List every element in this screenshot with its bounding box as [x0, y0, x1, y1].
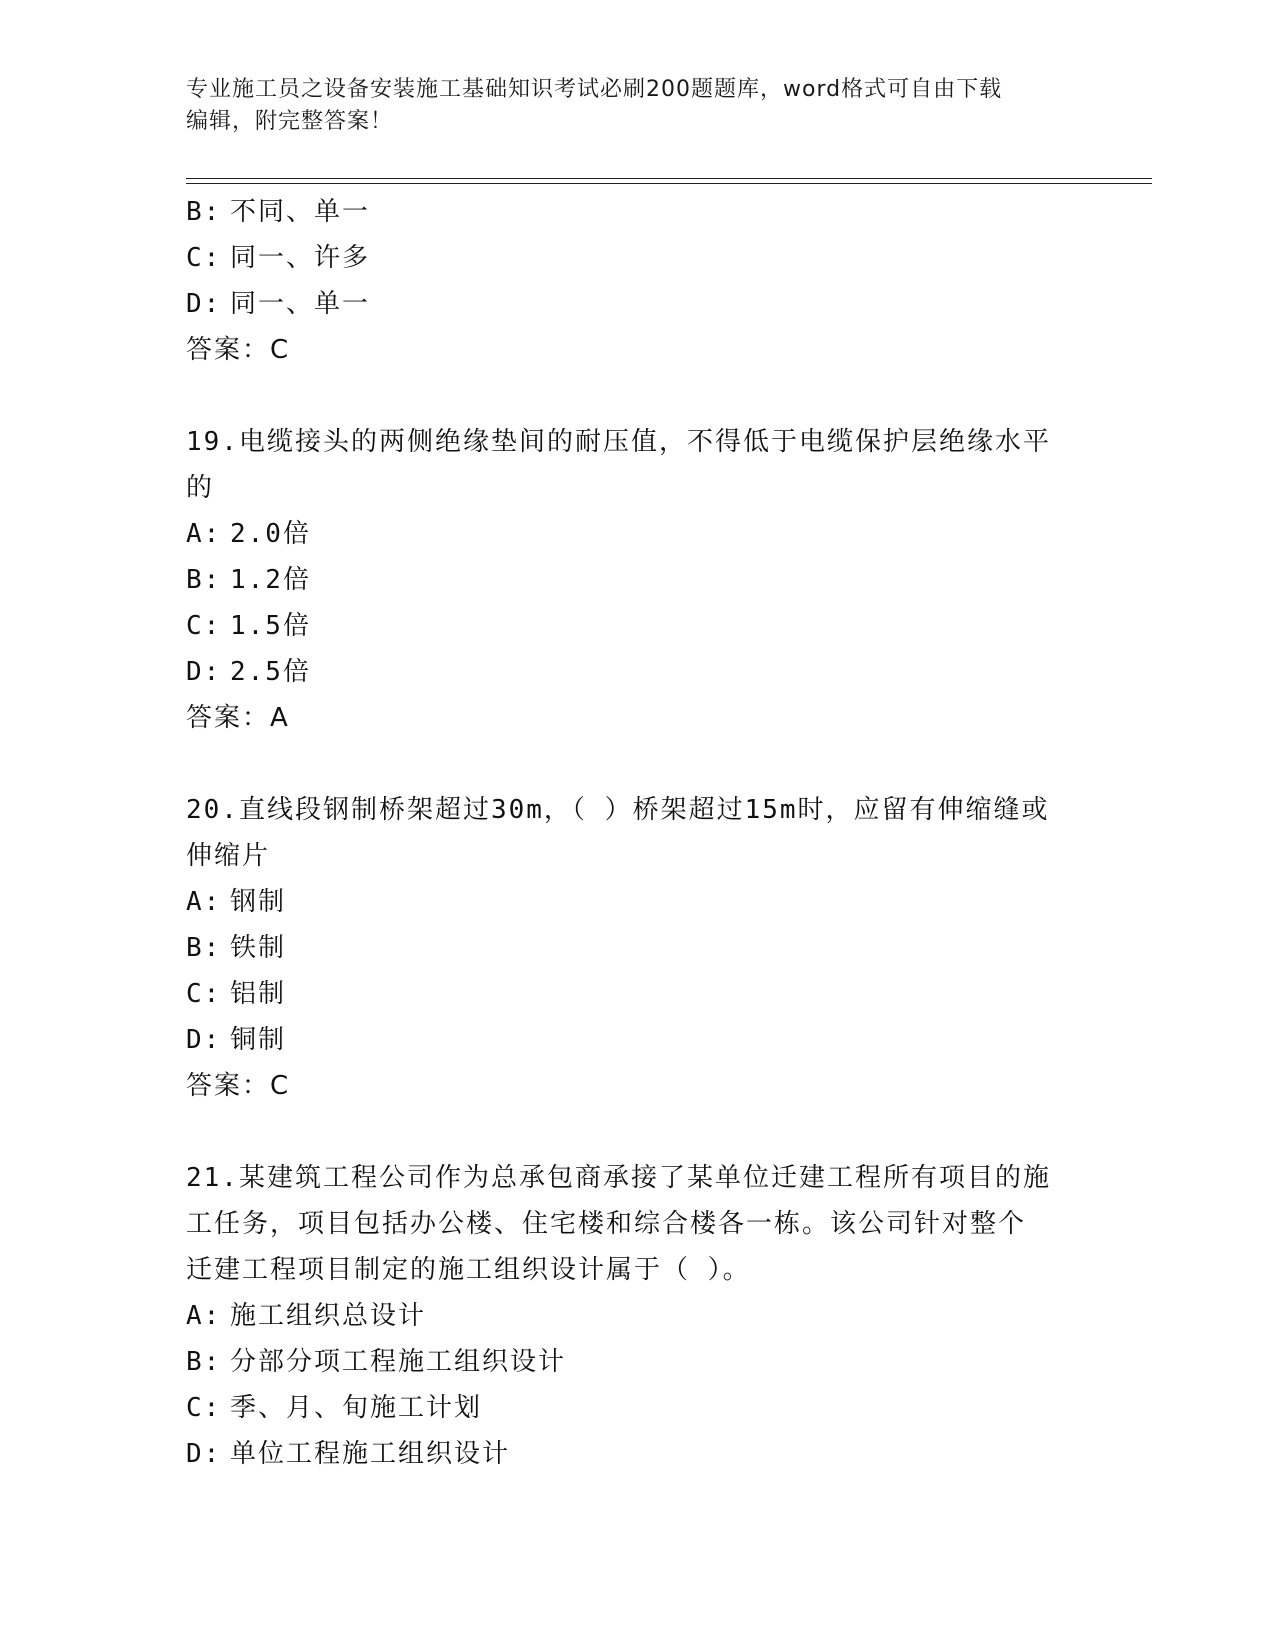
question-stem: 20.直线段钢制桥架超过30m，（ ）桥架超过15m时，应留有伸缩缝或	[186, 795, 1050, 825]
question-stem-continued: 的	[186, 473, 215, 503]
option-b: B: 1.2倍	[186, 565, 311, 595]
spacer	[186, 373, 1086, 419]
document-header	[186, 74, 1086, 138]
option-d: D: 单位工程施工组织设计	[186, 1439, 511, 1469]
header-line-1: 专业施工员之设备安装施工基础知识考试必刷200题题库，word格式可自由下载	[186, 77, 1003, 102]
option-c: C: 铝制	[186, 979, 287, 1009]
option-d: D: 2.5倍	[186, 657, 311, 687]
answer-line: 答案：C	[186, 335, 291, 365]
document-body	[186, 189, 1086, 1477]
option-b: B: 不同、单一	[186, 197, 371, 227]
question-stem-continued: 迁建工程项目制定的施工组织设计属于（ ）。	[186, 1255, 751, 1285]
question-21	[186, 1155, 1086, 1477]
question-stem-continued: 工任务，项目包括办公楼、住宅楼和综合楼各一栋。该公司针对整个	[186, 1209, 1027, 1239]
question-20	[186, 787, 1086, 1109]
option-a: A: 2.0倍	[186, 519, 311, 549]
option-c: C: 同一、许多	[186, 243, 371, 273]
header-line-2: 编辑，附完整答案！	[186, 109, 394, 134]
answer-line: 答案：C	[186, 1071, 291, 1101]
option-a: A: 施工组织总设计	[186, 1301, 427, 1331]
spacer	[186, 741, 1086, 787]
answer-line: 答案：A	[186, 703, 290, 733]
option-c: C: 季、月、旬施工计划	[186, 1393, 483, 1423]
option-c: C: 1.5倍	[186, 611, 311, 641]
option-d: D: 铜制	[186, 1025, 287, 1055]
option-d: D: 同一、单一	[186, 289, 371, 319]
spacer	[186, 1109, 1086, 1155]
option-a: A: 钢制	[186, 887, 287, 917]
option-b: B: 铁制	[186, 933, 287, 963]
header-divider-bottom	[186, 183, 1152, 184]
question-stem-continued: 伸缩片	[186, 841, 271, 871]
question-stem: 21.某建筑工程公司作为总承包商承接了某单位迁建工程所有项目的施	[186, 1163, 1051, 1193]
question-18-tail	[186, 189, 1086, 373]
header-divider-top	[186, 178, 1152, 179]
question-stem: 19.电缆接头的两侧绝缘垫间的耐压值，不得低于电缆保护层绝缘水平	[186, 427, 1051, 457]
question-19	[186, 419, 1086, 741]
option-b: B: 分部分项工程施工组织设计	[186, 1347, 567, 1377]
